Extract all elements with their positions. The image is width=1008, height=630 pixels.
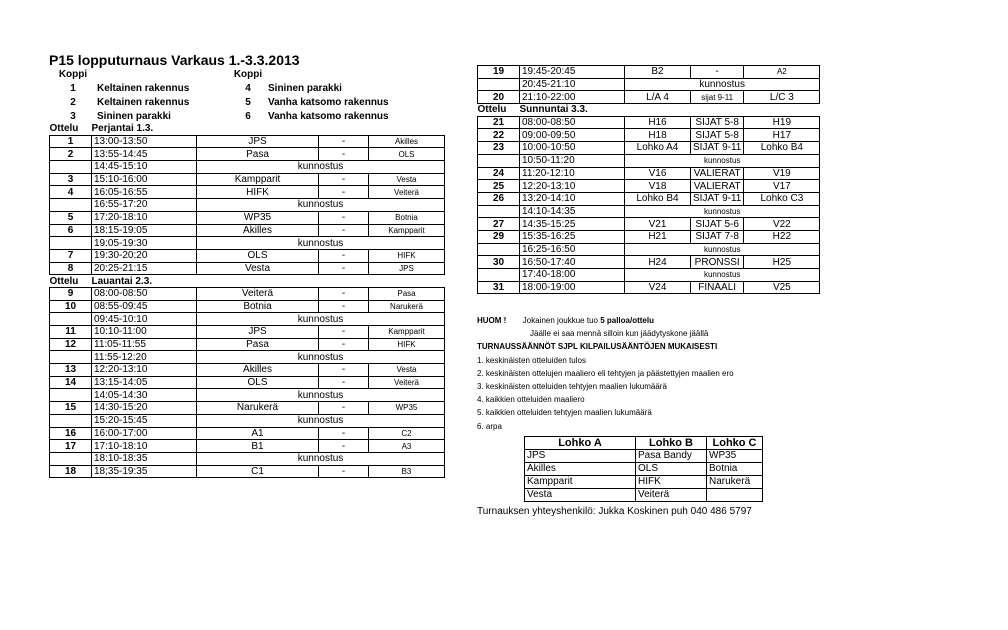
home-team: B1 <box>197 440 319 453</box>
ottelu-label: Ottelu <box>49 275 79 287</box>
time-cell: 10:50-11:20 <box>520 154 625 167</box>
home-team: H21 <box>625 230 691 243</box>
game-row <box>478 91 820 104</box>
game-number: 6 <box>50 224 92 237</box>
versus-cell: SIJAT 9-11 <box>691 192 744 205</box>
day-header-row <box>50 123 445 135</box>
away-team: H22 <box>744 230 820 243</box>
home-team: Lohko B4 <box>625 192 691 205</box>
game-number: 16 <box>50 427 92 440</box>
time-cell: 11:55-12:20 <box>92 351 197 364</box>
break-label: kunnostus <box>197 351 445 364</box>
break-row <box>50 389 445 402</box>
break-label: kunnostus <box>625 269 820 282</box>
away-team: A3 <box>369 440 445 453</box>
time-cell: 14:10-14:35 <box>520 205 625 218</box>
koppi-number: 6 <box>245 110 251 122</box>
game-row <box>50 427 445 440</box>
time-cell: 08:55-09:45 <box>92 300 197 313</box>
versus-cell: SIJAT 5-8 <box>691 116 744 129</box>
break-row <box>478 78 820 91</box>
time-cell: 19:05-19:30 <box>92 237 197 250</box>
game-number: 11 <box>50 326 92 339</box>
game-number <box>478 269 520 282</box>
game-number: 23 <box>478 142 520 155</box>
game-number <box>50 452 92 465</box>
game-row <box>50 300 445 313</box>
koppi-number: 1 <box>70 82 76 94</box>
versus-cell: SIJAT 5-8 <box>691 129 744 142</box>
group-team: Narukerä <box>707 476 763 489</box>
versus-cell: - <box>319 326 369 339</box>
koppi-location: Vanha katsomo rakennus <box>268 110 389 122</box>
game-row <box>50 326 445 339</box>
away-team: H19 <box>744 116 820 129</box>
game-number: 25 <box>478 180 520 193</box>
away-team: Kampparit <box>369 326 445 339</box>
ottelu-label: Ottelu <box>477 104 507 116</box>
break-row <box>478 154 820 167</box>
game-row <box>50 173 445 186</box>
group-team: Akilles <box>525 463 636 476</box>
away-team: C2 <box>369 427 445 440</box>
huom-label: HUOM ! <box>477 316 507 325</box>
game-row <box>50 440 445 453</box>
rule-item: 2. keskinäisten ottelujen maaliero eli tehtyjen ja päästettyjen maalien ero <box>477 368 734 378</box>
game-number <box>50 199 92 212</box>
versus-cell: - <box>319 364 369 377</box>
game-row <box>50 135 445 148</box>
home-team: Veiterä <box>197 287 319 300</box>
game-row <box>50 364 445 377</box>
game-number: 1 <box>50 135 92 148</box>
game-number: 2 <box>50 148 92 161</box>
game-row <box>478 230 820 243</box>
home-team: JPS <box>197 326 319 339</box>
game-number: 14 <box>50 376 92 389</box>
contact-info: Turnauksen yhteyshenkilö: Jukka Koskinen puh 040 486 5797 <box>477 506 752 517</box>
koppi-location: Vanha katsomo rakennus <box>268 96 389 108</box>
versus-cell: - <box>319 402 369 415</box>
time-cell: 18:10-18:35 <box>92 452 197 465</box>
home-team: A1 <box>197 427 319 440</box>
koppi-location: Keltainen rakennus <box>97 96 190 108</box>
time-cell: 18:00-19:00 <box>520 281 625 294</box>
game-number: 3 <box>50 173 92 186</box>
versus-cell: - <box>319 287 369 300</box>
away-team: Vesta <box>369 173 445 186</box>
time-cell: 17:40-18:00 <box>520 269 625 282</box>
game-number <box>478 154 520 167</box>
game-number: 27 <box>478 218 520 231</box>
group-team: HIFK <box>636 476 707 489</box>
time-cell: 08:00-08:50 <box>92 287 197 300</box>
versus-cell: - <box>319 300 369 313</box>
away-team: H25 <box>744 256 820 269</box>
game-row <box>50 224 445 237</box>
versus-cell: VALIERAT <box>691 180 744 193</box>
break-row <box>50 313 445 326</box>
break-label: kunnostus <box>197 414 445 427</box>
away-team: Veiterä <box>369 186 445 199</box>
game-number <box>50 237 92 250</box>
game-row <box>50 262 445 275</box>
rules-title: TURNAUSSÄÄNNÖT SJPL KILPAILUSÄÄNTÖJEN MUKAISESTI <box>477 342 718 352</box>
game-number: 20 <box>478 91 520 104</box>
day-label: Lauantai 2.3. <box>91 275 153 287</box>
koppi-location: Sininen parakki <box>268 82 342 94</box>
home-team: C1 <box>197 465 319 478</box>
game-number: 29 <box>478 230 520 243</box>
time-cell: 13:20-14:10 <box>520 192 625 205</box>
time-cell: 09:00-09:50 <box>520 129 625 142</box>
away-team: OLS <box>369 148 445 161</box>
versus-cell: sijat 9-11 <box>691 91 744 104</box>
group-header: Lohko A <box>525 437 636 450</box>
time-cell: 21:10-22:00 <box>520 91 625 104</box>
break-label: kunnostus <box>625 243 820 256</box>
home-team: Akilles <box>197 364 319 377</box>
game-number: 17 <box>50 440 92 453</box>
break-label: kunnostus <box>625 205 820 218</box>
away-team: V17 <box>744 180 820 193</box>
home-team: V24 <box>625 281 691 294</box>
home-team: B2 <box>625 66 691 79</box>
away-team: Akilles <box>369 135 445 148</box>
versus-cell: SIJAT 7-8 <box>691 230 744 243</box>
away-team: Veiterä <box>369 376 445 389</box>
rule-item: 1. keskinäisten otteluiden tulos <box>477 355 586 365</box>
time-cell: 17:20-18:10 <box>92 211 197 224</box>
versus-cell: - <box>319 224 369 237</box>
time-cell: 08:00-08:50 <box>520 116 625 129</box>
home-team: V21 <box>625 218 691 231</box>
home-team: WP35 <box>197 211 319 224</box>
versus-cell: SIJAT 5-6 <box>691 218 744 231</box>
game-number: 9 <box>50 287 92 300</box>
time-cell: 13:55-14:45 <box>92 148 197 161</box>
versus-cell: - <box>319 135 369 148</box>
home-team: Akilles <box>197 224 319 237</box>
koppi-location: Sininen parakki <box>97 110 171 122</box>
break-label: kunnostus <box>197 452 445 465</box>
versus-cell: - <box>319 262 369 275</box>
group-team: Vesta <box>525 489 636 502</box>
koppi-number: 5 <box>245 96 251 108</box>
away-team: Pasa <box>369 287 445 300</box>
away-team: HIFK <box>369 249 445 262</box>
home-team: OLS <box>197 249 319 262</box>
break-row <box>50 351 445 364</box>
time-cell: 16:05-16:55 <box>92 186 197 199</box>
rule-item: 4. kaikkien otteluiden maaliero <box>477 395 585 405</box>
time-cell: 14:05-14:30 <box>92 389 197 402</box>
time-cell: 13:15-14:05 <box>92 376 197 389</box>
game-number: 22 <box>478 129 520 142</box>
group-team: JPS <box>525 450 636 463</box>
game-row <box>50 287 445 300</box>
time-cell: 11:20-12:10 <box>520 167 625 180</box>
game-number: 8 <box>50 262 92 275</box>
break-label: kunnostus <box>197 161 445 174</box>
game-number <box>478 78 520 91</box>
break-label: kunnostus <box>197 199 445 212</box>
game-number: 24 <box>478 167 520 180</box>
versus-cell: FINAALI <box>691 281 744 294</box>
group-team: Kampparit <box>525 476 636 489</box>
away-team: Kampparit <box>369 224 445 237</box>
time-cell: 16:50-17:40 <box>520 256 625 269</box>
schedule-table-right <box>477 65 820 294</box>
rule-item: 6. arpa <box>477 421 502 431</box>
break-label: kunnostus <box>197 389 445 402</box>
game-row <box>50 148 445 161</box>
day-label: Sunnuntai 3.3. <box>519 104 588 116</box>
game-number: 15 <box>50 402 92 415</box>
game-number <box>478 205 520 218</box>
home-team: H18 <box>625 129 691 142</box>
away-team: H17 <box>744 129 820 142</box>
home-team: V16 <box>625 167 691 180</box>
break-row <box>50 237 445 250</box>
game-number <box>50 161 92 174</box>
game-number <box>50 414 92 427</box>
versus-cell: - <box>319 376 369 389</box>
tournament-notes <box>477 314 734 433</box>
time-cell: 12:20-13:10 <box>92 364 197 377</box>
time-cell: 16:25-16:50 <box>520 243 625 256</box>
time-cell: 11:05-11:55 <box>92 338 197 351</box>
group-header: Lohko C <box>707 437 763 450</box>
home-team: Vesta <box>197 262 319 275</box>
huom-text-bold: 5 palloa/ottelu <box>600 316 654 325</box>
break-row <box>50 161 445 174</box>
break-label: kunnostus <box>625 154 820 167</box>
group-team: Botnia <box>707 463 763 476</box>
time-cell: 19:30-20:20 <box>92 249 197 262</box>
game-row <box>50 211 445 224</box>
away-team: Narukerä <box>369 300 445 313</box>
break-label: kunnostus <box>197 237 445 250</box>
home-team: Pasa <box>197 338 319 351</box>
time-cell: 16:55-17:20 <box>92 199 197 212</box>
versus-cell: PRONSSI <box>691 256 744 269</box>
home-team: Narukerä <box>197 402 319 415</box>
time-cell: 19:45-20:45 <box>520 66 625 79</box>
versus-cell: - <box>319 338 369 351</box>
huom-line2: Jäälle ei saa mennä silloin kun jäädytyskone jäällä <box>530 329 709 339</box>
koppi-number: 3 <box>70 110 76 122</box>
koppi-header-right: Koppi <box>233 68 263 80</box>
game-row <box>478 66 820 79</box>
time-cell: 18:15-19:05 <box>92 224 197 237</box>
ottelu-label: Ottelu <box>49 123 79 135</box>
time-cell: 10:00-10:50 <box>520 142 625 155</box>
game-number: 10 <box>50 300 92 313</box>
time-cell: 13:00-13:50 <box>92 135 197 148</box>
away-team: Vesta <box>369 364 445 377</box>
day-header-row <box>478 104 820 117</box>
group-team: WP35 <box>707 450 763 463</box>
time-cell: 15:20-15:45 <box>92 414 197 427</box>
versus-cell: - <box>319 148 369 161</box>
time-cell: 20:45-21:10 <box>520 78 625 91</box>
huom-text: Jokainen joukkue tuo <box>522 316 601 325</box>
versus-cell: VALIERAT <box>691 167 744 180</box>
time-cell: 12:20-13:10 <box>520 180 625 193</box>
away-team: V22 <box>744 218 820 231</box>
away-team: HIFK <box>369 338 445 351</box>
schedule-table-left <box>49 123 445 478</box>
away-team: Lohko C3 <box>744 192 820 205</box>
koppi-number: 2 <box>70 96 76 108</box>
group-team: Pasa Bandy <box>636 450 707 463</box>
game-number: 26 <box>478 192 520 205</box>
versus-cell: - <box>319 465 369 478</box>
groups-table <box>524 436 763 502</box>
home-team: H24 <box>625 256 691 269</box>
group-team <box>707 489 763 502</box>
home-team: H16 <box>625 116 691 129</box>
game-number: 5 <box>50 211 92 224</box>
game-number: 30 <box>478 256 520 269</box>
group-header: Lohko B <box>636 437 707 450</box>
game-number <box>478 243 520 256</box>
game-number: 13 <box>50 364 92 377</box>
versus-cell: - <box>319 173 369 186</box>
versus-cell: - <box>319 249 369 262</box>
versus-cell: - <box>319 427 369 440</box>
break-row <box>50 452 445 465</box>
time-cell: 15:10-16:00 <box>92 173 197 186</box>
home-team: JPS <box>197 135 319 148</box>
game-number: 18 <box>50 465 92 478</box>
break-row <box>478 205 820 218</box>
break-row <box>478 243 820 256</box>
versus-cell: - <box>319 211 369 224</box>
game-number <box>50 351 92 364</box>
koppi-header-left: Koppi <box>58 68 88 80</box>
game-row <box>50 465 445 478</box>
game-row <box>478 116 820 129</box>
game-number <box>50 313 92 326</box>
game-row <box>478 142 820 155</box>
day-label: Perjantai 1.3. <box>91 123 154 135</box>
game-row <box>478 129 820 142</box>
game-row <box>478 167 820 180</box>
home-team: Kampparit <box>197 173 319 186</box>
away-team: WP35 <box>369 402 445 415</box>
away-team: Lohko B4 <box>744 142 820 155</box>
break-row <box>478 269 820 282</box>
game-row <box>478 281 820 294</box>
game-row <box>478 218 820 231</box>
home-team: Pasa <box>197 148 319 161</box>
koppi-location: Keltainen rakennus <box>97 82 190 94</box>
game-number: 21 <box>478 116 520 129</box>
game-row <box>50 338 445 351</box>
home-team: V18 <box>625 180 691 193</box>
break-label: kunnostus <box>625 78 820 91</box>
time-cell: 14:30-15:20 <box>92 402 197 415</box>
rule-item: 3. keskinäisten otteluiden tehtyjen maalien lukumäärä <box>477 382 667 392</box>
game-number: 12 <box>50 338 92 351</box>
game-row <box>50 249 445 262</box>
time-cell: 14:45-15:10 <box>92 161 197 174</box>
away-team: V19 <box>744 167 820 180</box>
day-header-row <box>50 275 445 288</box>
away-team: L/C 3 <box>744 91 820 104</box>
game-row <box>50 402 445 415</box>
game-number: 4 <box>50 186 92 199</box>
game-number: 7 <box>50 249 92 262</box>
home-team: OLS <box>197 376 319 389</box>
away-team: JPS <box>369 262 445 275</box>
time-cell: 14:35-15:25 <box>520 218 625 231</box>
game-number: 31 <box>478 281 520 294</box>
time-cell: 10:10-11:00 <box>92 326 197 339</box>
rule-item: 5. kaikkien otteluiden tehtyjen maalien lukumäärä <box>477 408 652 418</box>
versus-cell: - <box>319 440 369 453</box>
game-row <box>478 192 820 205</box>
break-label: kunnostus <box>197 313 445 326</box>
away-team: Botnia <box>369 211 445 224</box>
time-cell: 20:25-21:15 <box>92 262 197 275</box>
versus-cell: - <box>691 66 744 79</box>
time-cell: 17:10-18:10 <box>92 440 197 453</box>
page-title: P15 lopputurnaus Varkaus 1.-3.3.2013 <box>49 52 300 68</box>
time-cell: 16:00-17:00 <box>92 427 197 440</box>
home-team: HIFK <box>197 186 319 199</box>
game-row <box>478 256 820 269</box>
versus-cell: SIJAT 9-11 <box>691 142 744 155</box>
game-number: 19 <box>478 66 520 79</box>
away-team: B3 <box>369 465 445 478</box>
game-row <box>50 376 445 389</box>
time-cell: 18;35-19:35 <box>92 465 197 478</box>
group-team: OLS <box>636 463 707 476</box>
break-row <box>50 199 445 212</box>
versus-cell: - <box>319 186 369 199</box>
game-number <box>50 389 92 402</box>
home-team: Lohko A4 <box>625 142 691 155</box>
group-team: Veiterä <box>636 489 707 502</box>
locker-room-table <box>49 67 389 123</box>
koppi-number: 4 <box>245 82 251 94</box>
away-team: V25 <box>744 281 820 294</box>
home-team: L/A 4 <box>625 91 691 104</box>
game-row <box>478 180 820 193</box>
break-row <box>50 414 445 427</box>
time-cell: 15:35-16:25 <box>520 230 625 243</box>
game-row <box>50 186 445 199</box>
home-team: Botnia <box>197 300 319 313</box>
time-cell: 09:45-10:10 <box>92 313 197 326</box>
away-team: A2 <box>744 66 820 79</box>
